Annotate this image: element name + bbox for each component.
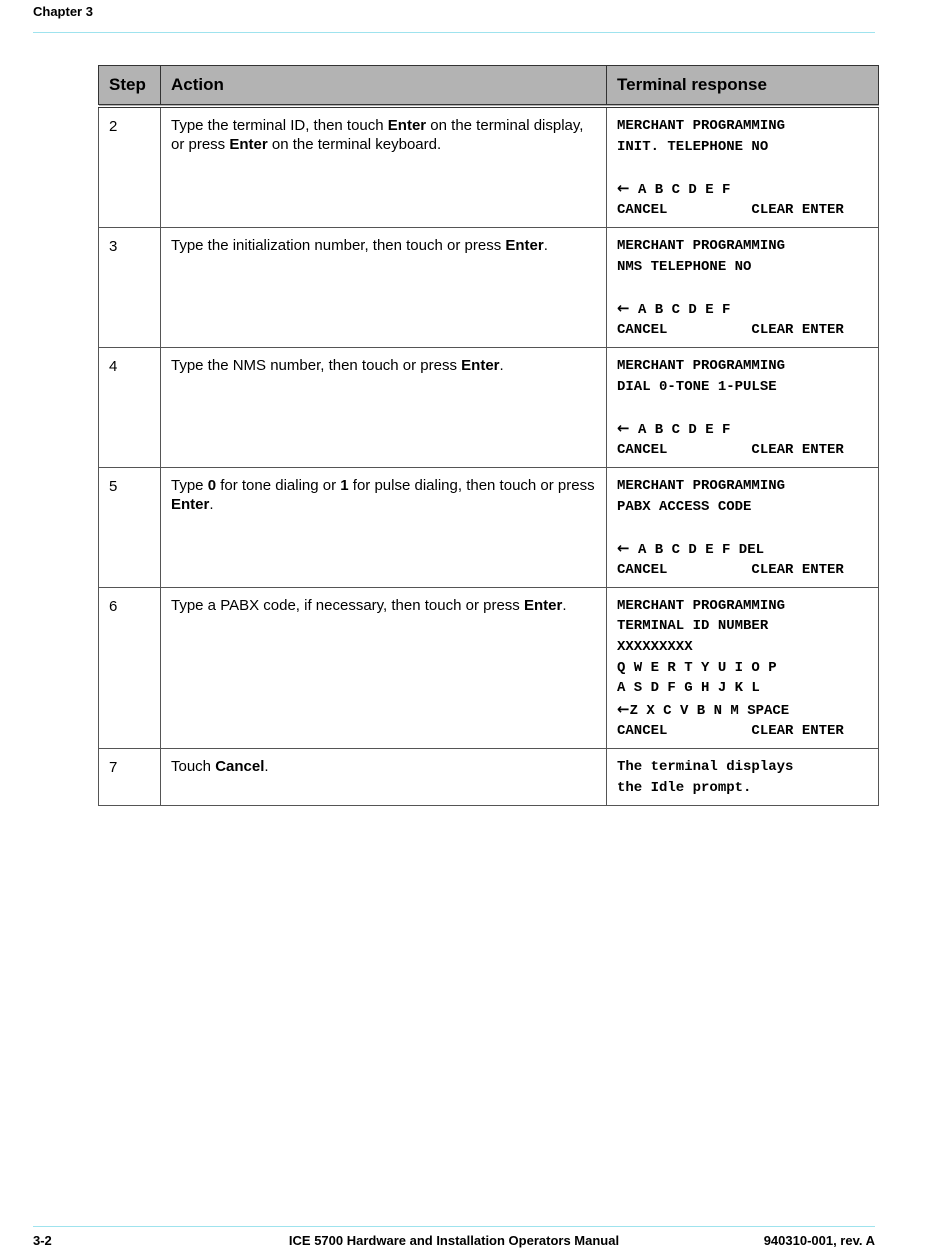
display-softkey-line: CANCEL CLEAR ENTER xyxy=(617,202,844,219)
action-text: Type the initialization number, then touch or press xyxy=(171,236,506,254)
key-name: Enter xyxy=(505,236,544,254)
step-number: 4 xyxy=(99,347,161,467)
display-line: PABX ACCESS CODE xyxy=(617,498,752,515)
action-text: . xyxy=(264,758,269,776)
terminal-display xyxy=(617,356,868,461)
terminal-display xyxy=(617,596,868,742)
step-action xyxy=(161,347,607,467)
key-name: Cancel xyxy=(215,758,265,776)
action-text: Type the NMS number, then touch or press xyxy=(171,356,462,374)
step-number: 6 xyxy=(99,587,161,748)
display-key-line xyxy=(617,538,868,561)
key-name: Enter xyxy=(461,356,500,374)
terminal-response xyxy=(607,749,879,806)
table-row xyxy=(99,347,879,467)
display-softkey-line: CANCEL CLEAR ENTER xyxy=(617,322,844,339)
display-blank-line xyxy=(617,517,868,538)
column-header-action: Action xyxy=(161,66,607,107)
terminal-response xyxy=(607,106,879,227)
step-number: 3 xyxy=(99,227,161,347)
footer-manual-title: ICE 5700 Hardware and Installation Operators Manual xyxy=(288,1233,620,1248)
display-line: the Idle prompt. xyxy=(617,779,752,796)
terminal-display xyxy=(617,116,868,221)
display-line: MERCHANT PROGRAMMING xyxy=(617,477,786,494)
left-arrow-icon: ← xyxy=(617,298,630,317)
display-line: MERCHANT PROGRAMMING xyxy=(617,118,786,134)
footer-document-id: 940310-001, rev. A xyxy=(763,1233,875,1248)
action-text: Type xyxy=(171,476,208,494)
terminal-response xyxy=(607,587,879,748)
action-text: Type the terminal ID, then touch xyxy=(171,117,388,134)
key-name: 1 xyxy=(340,476,349,494)
terminal-response xyxy=(607,227,879,347)
left-arrow-icon: ← xyxy=(617,699,630,718)
column-header-step: Step xyxy=(99,66,161,107)
display-softkey-line: CANCEL CLEAR ENTER xyxy=(617,442,844,459)
action-text: . xyxy=(543,236,548,254)
action-text: . xyxy=(562,596,567,614)
key-name: Enter xyxy=(171,495,210,513)
display-key-labels: A B C D E F DEL xyxy=(637,541,765,558)
display-line: XXXXXXXXX xyxy=(617,639,693,656)
step-action xyxy=(161,227,607,347)
table-row xyxy=(99,106,879,227)
table-row xyxy=(99,587,879,748)
left-arrow-icon: ← xyxy=(617,178,630,197)
display-blank-line xyxy=(617,397,868,418)
terminal-display xyxy=(617,476,868,581)
step-action xyxy=(161,467,607,587)
running-head-chapter: Chapter 3 xyxy=(33,4,93,19)
display-key-labels: Z X C V B N M SPACE xyxy=(629,702,790,719)
display-blank-line xyxy=(617,157,868,178)
key-name: Enter xyxy=(523,596,563,614)
action-text: Touch xyxy=(171,758,216,776)
display-key-labels: A B C D E F xyxy=(637,301,731,318)
terminal-response xyxy=(607,347,879,467)
display-line: TERMINAL ID NUMBER xyxy=(617,618,769,635)
display-line: INIT. TELEPHONE NO xyxy=(617,138,769,155)
display-line: A S D F G H J K L xyxy=(617,680,760,697)
display-line: MERCHANT PROGRAMMING xyxy=(617,357,786,374)
table-header-row xyxy=(99,66,879,107)
action-text: Type a PABX code, if necessary, then touch or press xyxy=(171,596,524,614)
display-line: DIAL 0-TONE 1-PULSE xyxy=(617,378,777,395)
header-rule xyxy=(33,32,875,33)
procedure-table xyxy=(98,65,879,806)
display-line: MERCHANT PROGRAMMING xyxy=(617,597,786,614)
step-action xyxy=(161,749,607,806)
left-arrow-icon: ← xyxy=(617,538,630,557)
action-text: for tone dialing or xyxy=(216,476,341,494)
display-key-labels: A B C D E F xyxy=(637,181,731,198)
display-key-line xyxy=(617,298,868,321)
action-text: on the terminal display, or press xyxy=(171,117,584,153)
key-name: Enter xyxy=(387,117,427,134)
terminal-display xyxy=(617,236,868,341)
display-line: Q W E R T Y U I O P xyxy=(617,659,777,676)
terminal-response xyxy=(607,467,879,587)
footer-rule xyxy=(33,1226,875,1227)
display-blank-line xyxy=(617,277,868,298)
display-line: NMS TELEPHONE NO xyxy=(617,258,752,275)
table-row xyxy=(99,467,879,587)
step-number: 7 xyxy=(99,749,161,806)
key-name: Enter xyxy=(229,136,268,153)
action-text: . xyxy=(209,495,214,513)
step-number: 5 xyxy=(99,467,161,587)
display-line: The terminal displays xyxy=(617,759,794,776)
step-action xyxy=(161,587,607,748)
footer-page-number: 3-2 xyxy=(33,1233,52,1248)
display-key-labels: A B C D E F xyxy=(637,421,731,438)
step-action xyxy=(161,106,607,227)
action-text: on the terminal keyboard. xyxy=(267,136,442,153)
table-row xyxy=(99,227,879,347)
table-row xyxy=(99,749,879,806)
display-line: MERCHANT PROGRAMMING xyxy=(617,237,786,254)
step-number: 2 xyxy=(99,106,161,227)
display-softkey-line: CANCEL CLEAR ENTER xyxy=(617,562,844,579)
column-header-terminal-response: Terminal response xyxy=(607,66,879,107)
left-arrow-icon: ← xyxy=(617,418,630,437)
action-text: . xyxy=(499,356,504,374)
display-softkey-line: CANCEL CLEAR ENTER xyxy=(617,723,844,740)
display-key-line xyxy=(617,418,868,441)
display-key-line xyxy=(617,178,868,201)
terminal-display xyxy=(617,757,868,798)
action-text: for pulse dialing, then touch or press xyxy=(348,476,595,494)
key-name: 0 xyxy=(207,476,217,494)
display-key-line xyxy=(617,699,868,722)
